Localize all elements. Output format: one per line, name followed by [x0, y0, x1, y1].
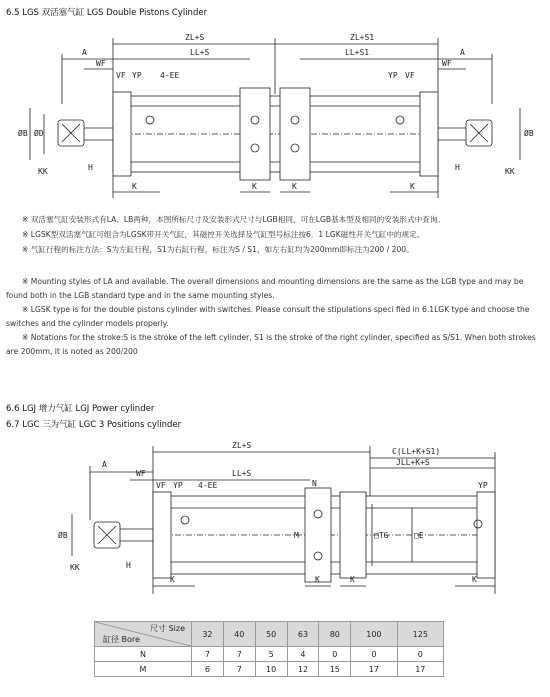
dim-k-1: K — [170, 575, 175, 584]
dim-h-left: H — [88, 163, 93, 172]
dim-k-1: K — [132, 182, 137, 191]
table-cell: 17 — [397, 662, 443, 677]
dim-h: H — [126, 561, 131, 570]
dim-a: A — [102, 460, 107, 469]
heading-lgs: 6.5 LGS 双活塞气缸 LGS Double Pistons Cylinder — [6, 8, 208, 18]
dim-zl-s: ZL+S — [232, 441, 252, 450]
heading-lgj: 6.6 LGJ 增力气缸 LGJ Power cylinder — [6, 404, 155, 414]
size-cell: 125 — [397, 622, 443, 647]
table-row — [95, 662, 444, 677]
table-cell: 0 — [351, 647, 397, 662]
dim-phi-b-right: ØB — [524, 129, 534, 138]
bore-label: 缸径 Bore — [103, 635, 140, 644]
table-cell: 6 — [192, 662, 224, 677]
size-cell: 40 — [223, 622, 255, 647]
dim-wf-right: WF — [442, 59, 452, 68]
dim-vf-left: VF — [116, 71, 126, 80]
note-en-2: ※ LGSK type is for the double pistons cylinder with switches. Please consult the stipulations speci fied in 6.1LGK type and choose the switches and the cylinder models properly. — [6, 305, 530, 328]
row-label: N — [95, 647, 192, 662]
size-label: 尺寸 Size — [150, 624, 185, 633]
dim-k-4: K — [472, 575, 477, 584]
dim-k-3: K — [292, 182, 297, 191]
table-cell: 7 — [223, 662, 255, 677]
table-cell: 7 — [192, 647, 224, 662]
dim-k-2: K — [252, 182, 257, 191]
dim-phi-d: ØD — [34, 129, 44, 138]
table-cell: 5 — [255, 647, 287, 662]
size-cell: 63 — [287, 622, 319, 647]
dim-ee: 4-EE — [198, 481, 218, 490]
table-cell: 15 — [319, 662, 351, 677]
lgs-drawing — [0, 24, 550, 220]
dim-e: □E — [414, 531, 424, 540]
lgc-drawing — [0, 436, 550, 596]
note-en-1: ※ Mounting styles of LA and available. The overall dimensions and mounting dimensions are the same as the LGB type and may be found both in the LGB standard type and in the same mounting styles. — [6, 277, 524, 300]
dim-yp-right: YP — [478, 481, 488, 490]
dim-vf-right: VF — [405, 71, 415, 80]
dimension-table — [94, 621, 444, 677]
dim-wf: WF — [136, 469, 146, 478]
size-cell: 100 — [351, 622, 397, 647]
table-header-row — [95, 622, 444, 647]
table-cell: 0 — [319, 647, 351, 662]
dim-ll-s: LL+S — [232, 469, 252, 478]
dim-yp-left: YP — [132, 71, 142, 80]
dim-k-4: K — [410, 182, 415, 191]
dim-yp-left: YP — [173, 481, 183, 490]
dim-a-right: A — [460, 48, 465, 57]
dim-kk-right: KK — [505, 167, 515, 176]
note-cn-2: ※ LGSK型双活塞气缸可组合为LGSK带开关气缸，其磁控开关选择及气缸型号标注按6．1 LGK磁性开关气缸中的规定。 — [22, 230, 425, 239]
dim-k-2: K — [315, 575, 320, 584]
dim-ll-s: LL+S — [190, 48, 210, 57]
dim-ll-s1: LL+S1 — [345, 48, 370, 57]
table-cell: 7 — [223, 647, 255, 662]
dim-a-left: A — [82, 48, 87, 57]
table-row — [95, 647, 444, 662]
dim-zl-s: ZL+S — [185, 33, 205, 42]
size-cell: 80 — [319, 622, 351, 647]
table-corner-cell — [95, 622, 192, 647]
table-cell: 0 — [397, 647, 443, 662]
dim-n: N — [312, 479, 317, 488]
table-cell: 4 — [287, 647, 319, 662]
dim-vf: VF — [156, 481, 166, 490]
dim-ee: 4-EE — [160, 71, 180, 80]
size-cell: 50 — [255, 622, 287, 647]
note-en-3: ※ Notations for the stroke:S is the stroke of the left cylinder, S1 is the stroke of the right cylinder, specified as S/S1. When both strokes are 200mm, it is noted as 200/200 — [6, 333, 536, 356]
dim-k-3: K — [350, 575, 355, 584]
table-cell: 10 — [255, 662, 287, 677]
dim-zl-s1: ZL+S1 — [350, 33, 375, 42]
dim-wf-left: WF — [96, 59, 106, 68]
dim-c-formula: C(LL+K+S1) — [392, 447, 441, 456]
dim-yp-right: YP — [388, 71, 398, 80]
heading-lgc: 6.7 LGC 三为气缸 LGC 3 Positions cylinder — [6, 420, 182, 430]
dim-jll: JLL+K+S — [396, 458, 430, 467]
table-cell: 12 — [287, 662, 319, 677]
dim-h-right: H — [455, 163, 460, 172]
dim-m: M — [294, 531, 299, 540]
dim-phi-b: ØB — [58, 531, 68, 540]
note-cn-1: ※ 双活塞气缸安装形式有LA、LB两种，本图所标尺寸及安装形式尺寸与LGB相同，可在LGB基本型及相同的安装形式中查询。 — [22, 215, 445, 224]
notes-en — [6, 275, 544, 359]
dim-kk-left: KK — [38, 167, 48, 176]
row-label: M — [95, 662, 192, 677]
dim-kk: KK — [70, 563, 80, 572]
note-cn-3: ※ 气缸行程的标注方法：S为左缸行程，S1为右缸行程，标注为S / S1，如左右缸均为200mm即标注为200 / 200。 — [22, 245, 414, 254]
table-cell: 17 — [351, 662, 397, 677]
dim-tg: □TG — [374, 531, 389, 540]
size-cell: 32 — [192, 622, 224, 647]
dim-phi-b-left: ØB — [18, 129, 28, 138]
